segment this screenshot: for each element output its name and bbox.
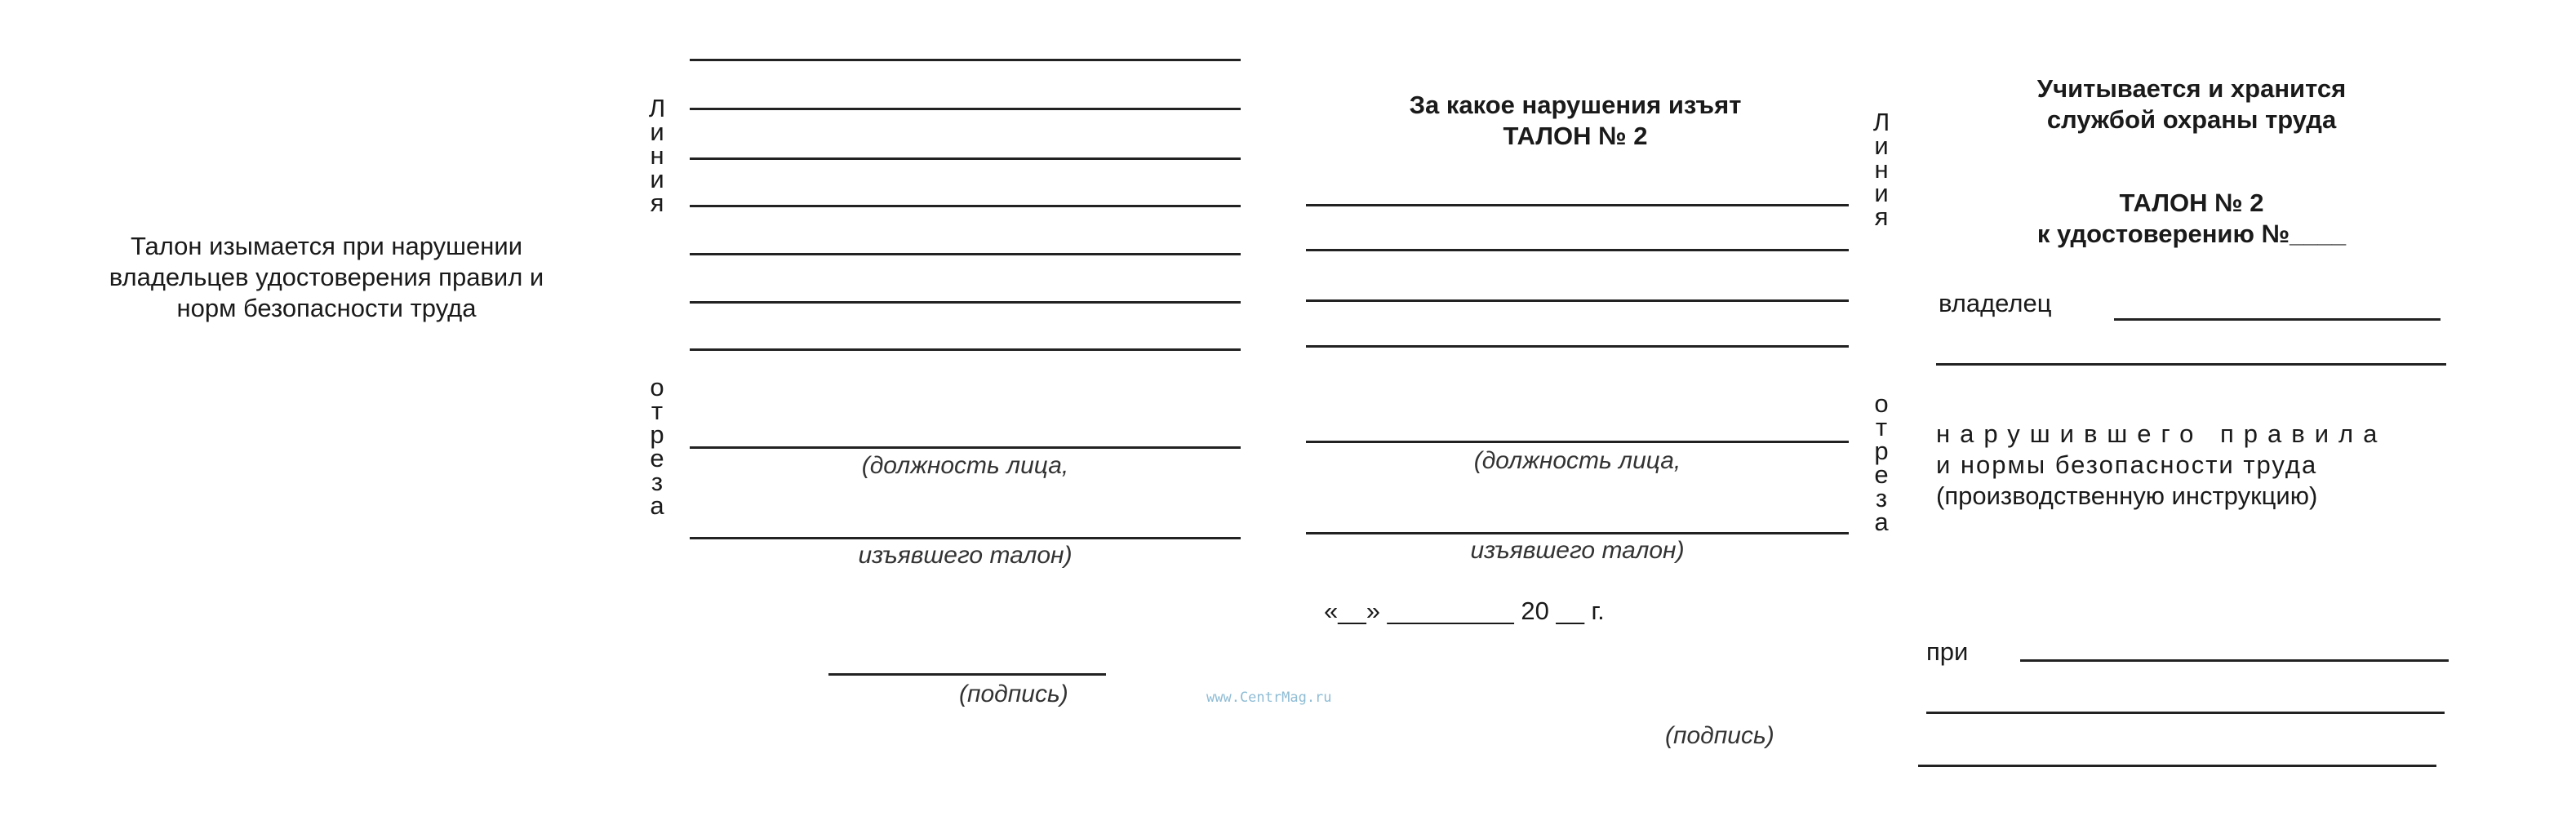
position-label: (должность лица, — [861, 452, 1069, 479]
cut-letter: а — [650, 491, 664, 520]
owner-label: владелец — [1939, 289, 2052, 317]
fill-line — [1306, 204, 1849, 206]
when-line — [2020, 659, 2449, 662]
violated-word: нарушившего правила — [1936, 419, 2387, 448]
owner-line-2 — [1936, 363, 2446, 366]
cut-off-label-2 — [1869, 389, 1894, 536]
cut-letter: т — [1875, 413, 1888, 441]
fill-line — [690, 348, 1241, 351]
violated-line2: и нормы безопасности труда — [1936, 450, 2318, 479]
violated-line3: (производственную инструкцию) — [1936, 481, 2318, 510]
cut-letter: а — [1874, 508, 1889, 536]
violation-title — [1306, 90, 1845, 152]
cut-letter: я — [1874, 202, 1889, 231]
cut-letter: и — [1874, 131, 1889, 160]
cut-letter: н — [1874, 155, 1889, 184]
cut-letter: о — [1874, 389, 1889, 418]
position-line — [690, 446, 1241, 449]
cut-letter: Л — [1872, 108, 1890, 136]
storage-header-line1: Учитывается и хранится — [2036, 74, 2347, 103]
fill-line — [690, 205, 1241, 207]
certificate-label: к удостоверению №____ — [2036, 220, 2347, 248]
fill-line — [690, 157, 1241, 160]
storage-header — [1926, 73, 2457, 135]
cut-letter: з — [651, 468, 664, 496]
cut-letter: Л — [648, 94, 666, 122]
seized-line — [690, 537, 1241, 539]
owner-line — [2114, 318, 2441, 321]
storage-header-line2: службой охраны труда — [2046, 105, 2337, 134]
fill-line — [690, 59, 1241, 61]
fill-line — [690, 253, 1241, 255]
fill-line — [690, 301, 1241, 304]
signature-label: (подпись) — [1665, 722, 1774, 749]
talon-title: ТАЛОН № 2 — [2119, 188, 2264, 217]
stub-text: Талон изымается при нарушении владельцев удостоверения правил и норм безопасности труда — [109, 232, 544, 322]
cut-letter: я — [650, 188, 664, 217]
cut-letter: е — [650, 444, 664, 472]
cut-off-label-1 — [645, 373, 669, 520]
seized-label: изъявшего талон) — [858, 542, 1073, 569]
cut-letter: р — [1874, 437, 1889, 465]
seized-line — [1306, 532, 1849, 534]
cut-letter: р — [650, 420, 664, 449]
cut-line-label-2 — [1869, 108, 1894, 231]
fill-line — [690, 108, 1241, 110]
cut-line-label-1 — [645, 96, 669, 215]
violation-text — [1936, 419, 2446, 512]
position-line — [1306, 441, 1849, 443]
position-label: (должность лица, — [1473, 447, 1681, 474]
cut-letter: и — [1874, 179, 1889, 207]
cut-letter: н — [650, 141, 664, 170]
watermark: www.CentrMag.ru — [1206, 690, 1332, 706]
talon-number-title: ТАЛОН № 2 — [1503, 122, 1648, 150]
cut-letter: е — [1874, 460, 1889, 489]
signature-label: (подпись) — [959, 681, 1068, 707]
signature-line — [828, 673, 1106, 676]
fill-line — [1306, 345, 1849, 348]
cut-letter: и — [650, 118, 664, 146]
seized-label: изъявшего талон) — [1470, 537, 1685, 564]
cut-letter: з — [1875, 484, 1888, 512]
cut-letter: и — [650, 165, 664, 193]
cut-letter: о — [650, 373, 664, 401]
violation-title-line1: За какое нарушения изъят — [1409, 91, 1742, 119]
date-field: «__» _________ 20 __ г. — [1324, 596, 1605, 625]
cut-letter: т — [651, 397, 664, 425]
talon-block — [1926, 188, 2457, 250]
when-label: при — [1926, 637, 1969, 666]
fill-line — [1926, 712, 2445, 714]
fill-line — [1918, 765, 2436, 767]
fill-line — [1306, 249, 1849, 251]
fill-line — [1306, 299, 1849, 302]
